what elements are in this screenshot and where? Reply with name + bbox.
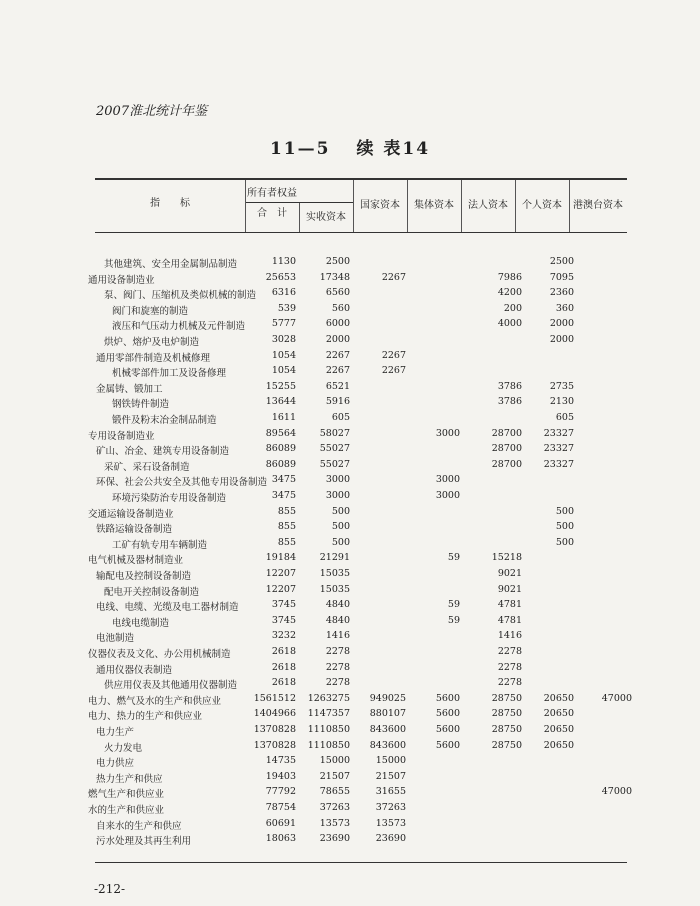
header-state-capital: 国家资本 xyxy=(360,200,400,211)
cell-pers: 2000 xyxy=(549,318,574,330)
header-paid-in-capital: 实收资本 xyxy=(306,212,346,223)
table-row xyxy=(0,708,700,723)
table-row xyxy=(0,303,700,318)
row-label: 交通运输设备制造业 xyxy=(88,508,174,520)
row-label: 环境污染防治专用设备制造 xyxy=(112,493,227,504)
cell-legal: 3786 xyxy=(497,380,522,392)
cell-total: 2618 xyxy=(271,677,296,689)
row-label: 阀门和旋塞的制造 xyxy=(112,305,189,317)
table-row xyxy=(0,334,700,349)
cell-state: 949025 xyxy=(369,692,406,704)
cell-paid: 78655 xyxy=(319,786,350,798)
cell-pers: 2360 xyxy=(549,287,574,299)
cell-pers: 500 xyxy=(555,505,574,517)
row-label: 钢铁铸件制造 xyxy=(112,399,170,411)
cell-legal: 3786 xyxy=(497,396,522,408)
row-label: 工矿有轨专用车辆制造 xyxy=(112,539,208,551)
cell-legal: 200 xyxy=(503,302,522,314)
cell-total: 6316 xyxy=(271,287,296,299)
cell-paid: 55027 xyxy=(319,443,350,455)
cell-paid: 37263 xyxy=(319,802,350,813)
cell-pers: 2000 xyxy=(549,334,574,345)
cell-coll: 3000 xyxy=(435,427,460,439)
table-row xyxy=(0,318,700,333)
cell-total: 1611 xyxy=(271,412,296,423)
row-label: 燃气生产和供应业 xyxy=(88,789,165,801)
row-label: 铁路运输设备制造 xyxy=(96,524,173,536)
header-owner-equity: 所有者权益 xyxy=(247,188,297,199)
cell-state: 843600 xyxy=(369,739,406,751)
cell-paid: 2278 xyxy=(325,661,350,673)
row-label: 仪器仪表及文化、办公用机械制造 xyxy=(88,649,231,660)
cell-pers: 20650 xyxy=(543,739,574,751)
cell-pers: 23327 xyxy=(543,458,574,470)
cell-legal: 28700 xyxy=(491,427,522,439)
table-row xyxy=(0,428,700,443)
cell-state: 31655 xyxy=(375,786,406,798)
row-label: 输配电及控制设备制造 xyxy=(96,571,192,582)
row-label: 烘炉、熔炉及电炉制造 xyxy=(104,337,200,348)
table-row xyxy=(0,833,700,848)
cell-total: 89564 xyxy=(265,427,296,439)
row-label: 通用零部件制造及机械修理 xyxy=(96,352,211,364)
cell-pers: 2130 xyxy=(549,396,574,408)
cell-total: 3745 xyxy=(271,599,296,611)
table-row xyxy=(0,537,700,552)
cell-paid: 1263275 xyxy=(307,692,350,704)
cell-total: 3475 xyxy=(271,474,296,486)
row-label: 矿山、冶金、建筑专用设备制造 xyxy=(96,446,230,458)
table-row xyxy=(0,615,700,630)
cell-pers: 2500 xyxy=(549,256,574,267)
row-label: 热力生产和供应 xyxy=(96,773,163,785)
row-label: 电池制造 xyxy=(96,633,135,645)
table-row xyxy=(0,724,700,739)
cell-paid: 15035 xyxy=(319,568,350,579)
cell-total: 86089 xyxy=(265,443,296,455)
header-hk-macau-tw-capital: 港澳台资本 xyxy=(573,200,623,211)
cell-coll: 59 xyxy=(447,614,460,626)
row-label: 水的生产和供应业 xyxy=(88,805,165,816)
header-indicator: 指 标 xyxy=(150,198,190,209)
cell-total: 13644 xyxy=(265,396,296,408)
cell-paid: 605 xyxy=(331,412,350,423)
cell-legal: 28750 xyxy=(491,739,522,751)
running-head: 2007淮北统计年鉴 xyxy=(96,104,208,119)
cell-paid: 560 xyxy=(331,302,350,314)
table-row xyxy=(0,443,700,458)
row-label: 配电开关控制设备制造 xyxy=(104,586,200,598)
cell-total: 19184 xyxy=(265,552,296,564)
cell-total: 12207 xyxy=(265,583,296,595)
cell-pers: 20650 xyxy=(543,708,574,720)
cell-coll: 5600 xyxy=(435,739,460,751)
cell-pers: 20650 xyxy=(543,692,574,704)
cell-paid: 500 xyxy=(331,536,350,548)
table-row xyxy=(0,771,700,786)
cell-hmt: 47000 xyxy=(601,692,632,704)
cell-paid: 2278 xyxy=(325,677,350,689)
cell-state: 2267 xyxy=(381,365,406,377)
cell-state: 13573 xyxy=(375,817,406,829)
header-bottom-rule xyxy=(95,232,627,233)
row-label: 其他建筑、安全用金属制品制造 xyxy=(104,259,238,270)
cell-total: 855 xyxy=(277,521,296,533)
cell-coll: 3000 xyxy=(435,490,460,501)
row-label: 电气机械及器材制造业 xyxy=(88,555,184,567)
cell-paid: 2267 xyxy=(325,349,350,361)
cell-paid: 15000 xyxy=(319,755,350,767)
row-label: 液压和气压动力机械及元件制造 xyxy=(112,321,246,333)
page-number: -212- xyxy=(94,882,126,896)
row-label: 通用仪器仪表制造 xyxy=(96,664,173,676)
cell-legal: 28750 xyxy=(491,708,522,720)
cell-pers: 360 xyxy=(555,302,574,314)
cell-state: 23690 xyxy=(375,833,406,845)
cell-state: 2267 xyxy=(381,271,406,283)
table-row xyxy=(0,365,700,380)
cell-coll: 59 xyxy=(447,552,460,564)
cell-total: 77792 xyxy=(265,786,296,798)
cell-total: 19403 xyxy=(265,770,296,782)
cell-legal: 28700 xyxy=(491,443,522,455)
cell-state: 843600 xyxy=(369,724,406,735)
table-title xyxy=(0,134,700,159)
cell-total: 2618 xyxy=(271,661,296,673)
cell-total: 1370828 xyxy=(253,739,296,751)
table-row xyxy=(0,802,700,817)
cell-total: 78754 xyxy=(265,802,296,813)
cell-paid: 17348 xyxy=(319,271,350,283)
cell-paid: 500 xyxy=(331,505,350,517)
table-row xyxy=(0,381,700,396)
table-row xyxy=(0,662,700,677)
cell-paid: 2267 xyxy=(325,365,350,377)
cell-coll: 59 xyxy=(447,599,460,611)
table-row xyxy=(0,568,700,583)
cell-state: 21507 xyxy=(375,770,406,782)
cell-legal: 4781 xyxy=(497,614,522,626)
cell-total: 18063 xyxy=(265,833,296,845)
cell-paid: 1416 xyxy=(325,630,350,642)
cell-legal: 15218 xyxy=(491,552,522,564)
table-row xyxy=(0,740,700,755)
cell-pers: 7095 xyxy=(549,271,574,283)
table-row xyxy=(0,818,700,833)
row-label: 电力供应 xyxy=(96,758,135,770)
row-label: 自来水的生产和供应 xyxy=(96,820,182,832)
cell-total: 1054 xyxy=(271,349,296,361)
cell-paid: 3000 xyxy=(325,490,350,501)
cell-total: 3028 xyxy=(271,334,296,345)
row-label: 环保、社会公共安全及其他专用设备制造 xyxy=(96,477,268,489)
cell-total: 539 xyxy=(277,302,296,314)
cell-total: 5777 xyxy=(271,318,296,330)
row-label: 金属铸、锻加工 xyxy=(96,383,163,395)
cell-total: 60691 xyxy=(265,817,296,829)
cell-total: 1370828 xyxy=(253,724,296,735)
row-label: 火力发电 xyxy=(104,742,143,754)
row-label: 泵、阀门、压缩机及类似机械的制造 xyxy=(104,290,257,302)
table-row xyxy=(0,630,700,645)
cell-pers: 500 xyxy=(555,521,574,533)
header-total: 合 计 xyxy=(257,208,287,219)
cell-paid: 2278 xyxy=(325,646,350,657)
cell-total: 1130 xyxy=(271,256,296,267)
cell-paid: 55027 xyxy=(319,458,350,470)
cell-legal: 9021 xyxy=(497,583,522,595)
cell-paid: 1110850 xyxy=(307,724,350,735)
table-row xyxy=(0,552,700,567)
table-row xyxy=(0,693,700,708)
table-row xyxy=(0,256,700,271)
cell-total: 3232 xyxy=(271,630,296,642)
table-bottom-rule xyxy=(95,862,627,863)
cell-paid: 4840 xyxy=(325,599,350,611)
cell-legal: 9021 xyxy=(497,568,522,579)
cell-total: 2618 xyxy=(271,646,296,657)
table-row xyxy=(0,396,700,411)
row-label: 机械零部件加工及设备修理 xyxy=(112,368,227,380)
cell-total: 15255 xyxy=(265,380,296,392)
cell-paid: 3000 xyxy=(325,474,350,486)
cell-pers: 23327 xyxy=(543,443,574,455)
table-row xyxy=(0,646,700,661)
cell-pers: 23327 xyxy=(543,427,574,439)
row-label: 电线电缆制造 xyxy=(112,617,170,629)
cell-paid: 21291 xyxy=(319,552,350,564)
cell-legal: 7986 xyxy=(497,271,522,283)
cell-paid: 2500 xyxy=(325,256,350,267)
cell-coll: 5600 xyxy=(435,708,460,720)
cell-paid: 1110850 xyxy=(307,739,350,751)
cell-total: 1054 xyxy=(271,365,296,377)
cell-pers: 605 xyxy=(555,412,574,423)
header-personal-capital: 个人资本 xyxy=(522,200,562,211)
table-row xyxy=(0,272,700,287)
header-collective-capital: 集体资本 xyxy=(414,200,454,211)
cell-total: 3745 xyxy=(271,614,296,626)
cell-paid: 1147357 xyxy=(307,708,350,720)
cell-total: 3475 xyxy=(271,490,296,501)
table-row xyxy=(0,412,700,427)
cell-total: 855 xyxy=(277,536,296,548)
row-label: 电力、燃气及水的生产和供应业 xyxy=(88,695,222,707)
cell-paid: 5916 xyxy=(325,396,350,408)
cell-pers: 2735 xyxy=(549,380,574,392)
cell-total: 86089 xyxy=(265,458,296,470)
cell-paid: 23690 xyxy=(319,833,350,845)
table-row xyxy=(0,459,700,474)
row-label: 电力生产 xyxy=(96,727,135,738)
cell-legal: 28750 xyxy=(491,692,522,704)
row-label: 锻件及粉末冶金制品制造 xyxy=(112,415,217,426)
cell-coll: 3000 xyxy=(435,474,460,486)
cell-total: 12207 xyxy=(265,568,296,579)
table-caption: 续 表14 xyxy=(356,139,431,159)
cell-legal: 1416 xyxy=(497,630,522,642)
cell-paid: 21507 xyxy=(319,770,350,782)
table-row xyxy=(0,584,700,599)
table-row xyxy=(0,287,700,302)
table-row xyxy=(0,786,700,801)
cell-total: 1561512 xyxy=(253,692,296,704)
table-row xyxy=(0,506,700,521)
cell-legal: 4200 xyxy=(497,287,522,299)
cell-coll: 5600 xyxy=(435,724,460,735)
cell-paid: 500 xyxy=(331,521,350,533)
table-top-rule xyxy=(95,178,627,180)
cell-state: 880107 xyxy=(369,708,406,720)
cell-paid: 15035 xyxy=(319,583,350,595)
cell-paid: 58027 xyxy=(319,427,350,439)
cell-legal: 2278 xyxy=(497,646,522,657)
cell-total: 14735 xyxy=(265,755,296,767)
header-legal-person-capital: 法人资本 xyxy=(468,200,508,211)
cell-total: 855 xyxy=(277,505,296,517)
cell-state: 37263 xyxy=(375,802,406,813)
cell-paid: 2000 xyxy=(325,334,350,345)
cell-state: 15000 xyxy=(375,755,406,767)
cell-legal: 28700 xyxy=(491,458,522,470)
cell-legal: 2278 xyxy=(497,661,522,673)
row-label: 电力、热力的生产和供应业 xyxy=(88,711,203,723)
cell-paid: 4840 xyxy=(325,614,350,626)
row-label: 污水处理及其再生利用 xyxy=(96,836,192,848)
cell-hmt: 47000 xyxy=(601,786,632,798)
cell-total: 25653 xyxy=(265,271,296,283)
cell-paid: 13573 xyxy=(319,817,350,829)
table-row xyxy=(0,490,700,505)
cell-legal: 2278 xyxy=(497,677,522,689)
row-label: 供应用仪表及其他通用仪器制造 xyxy=(104,680,238,692)
table-row xyxy=(0,599,700,614)
row-label: 电线、电缆、光缆及电工器材制造 xyxy=(96,602,239,614)
cell-paid: 6521 xyxy=(325,380,350,392)
cell-total: 1404966 xyxy=(253,708,296,720)
row-label: 专用设备制造业 xyxy=(88,430,155,442)
cell-pers: 500 xyxy=(555,536,574,548)
table-number: 11—5 xyxy=(269,139,331,159)
row-label: 通用设备制造业 xyxy=(88,274,155,286)
cell-legal: 28750 xyxy=(491,724,522,735)
cell-legal: 4781 xyxy=(497,599,522,611)
table-row xyxy=(0,677,700,692)
row-label: 采矿、采石设备制造 xyxy=(104,461,190,473)
table-row xyxy=(0,474,700,489)
cell-state: 2267 xyxy=(381,349,406,361)
cell-coll: 5600 xyxy=(435,692,460,704)
cell-paid: 6560 xyxy=(325,287,350,299)
cell-paid: 6000 xyxy=(325,318,350,330)
table-row xyxy=(0,521,700,536)
cell-pers: 20650 xyxy=(543,724,574,735)
table-row xyxy=(0,350,700,365)
table-row xyxy=(0,755,700,770)
cell-legal: 4000 xyxy=(497,318,522,330)
